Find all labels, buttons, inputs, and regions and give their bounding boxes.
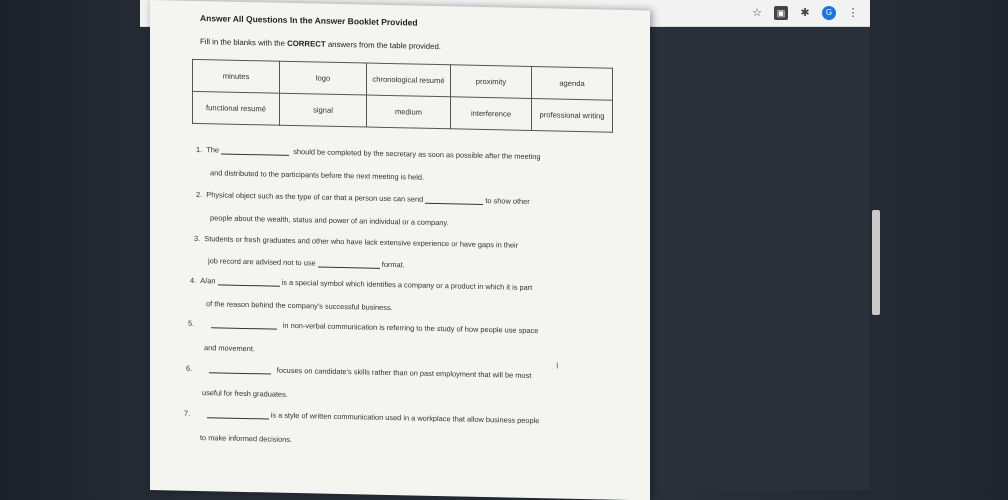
question-4: 4. A/an is a special symbol which identifies a company or a product in which it is part <box>190 275 533 293</box>
extension-icon[interactable]: ▣ <box>774 6 788 20</box>
question-6-cont: useful for fresh graduates. <box>202 388 288 399</box>
table-cell: medium <box>367 95 451 129</box>
question-5: 5. in non-verbal communication is referring to the study of how people use space <box>188 318 539 336</box>
question-1: 1. The should be completed by the secretary as soon as possible after the meeting <box>196 144 541 162</box>
table-cell: professional writing <box>532 98 613 132</box>
question-5-cont: and movement. <box>204 343 255 354</box>
question-1-cont: and distributed to the participants before the next meeting is held. <box>210 168 425 182</box>
table-cell: logo <box>280 61 367 95</box>
menu-icon[interactable]: ⋮ <box>847 7 859 19</box>
table-cell: agenda <box>532 66 613 100</box>
word-bank-table <box>192 59 613 133</box>
table-cell: signal <box>280 93 367 127</box>
question-3: 3. Students or fresh graduates and other who have lack extensive experience or have gaps in their <box>194 233 519 250</box>
table-cell: minutes <box>193 59 280 93</box>
profile-icon[interactable]: G <box>822 6 836 20</box>
puzzle-icon[interactable]: ✱ <box>800 7 810 19</box>
table-cell: interference <box>451 97 532 131</box>
table-cell: proximity <box>451 65 532 99</box>
star-icon[interactable]: ☆ <box>752 7 762 19</box>
text-cursor-icon: I <box>556 360 559 371</box>
question-4-cont: of the reason behind the company's successful business. <box>206 299 393 313</box>
document-page <box>150 0 650 500</box>
page-title: Answer All Questions In the Answer Booklet Provided <box>200 13 418 28</box>
table-cell: chronological resumé <box>367 63 451 97</box>
question-7-cont: to make informed decisions. <box>200 433 293 444</box>
question-2: 2. Physical object such as the type of car that a person use can send to show other <box>196 189 530 206</box>
scrollbar[interactable] <box>872 210 880 315</box>
question-6: 6. focuses on candidate's skills rather than on past employment that will be most <box>186 363 532 380</box>
table-cell: functional resumé <box>193 91 280 125</box>
question-3-cont: job record are advised not to use format. <box>208 256 405 270</box>
background-window <box>655 24 870 490</box>
instruction-text: Fill in the blanks with the CORRECT answers from the table provided. <box>200 37 441 52</box>
question-2-cont: people about the wealth, status and power of an individual or a company. <box>210 213 449 228</box>
question-7: 7. is a style of written communication used in a workplace that allow business people <box>184 408 540 426</box>
